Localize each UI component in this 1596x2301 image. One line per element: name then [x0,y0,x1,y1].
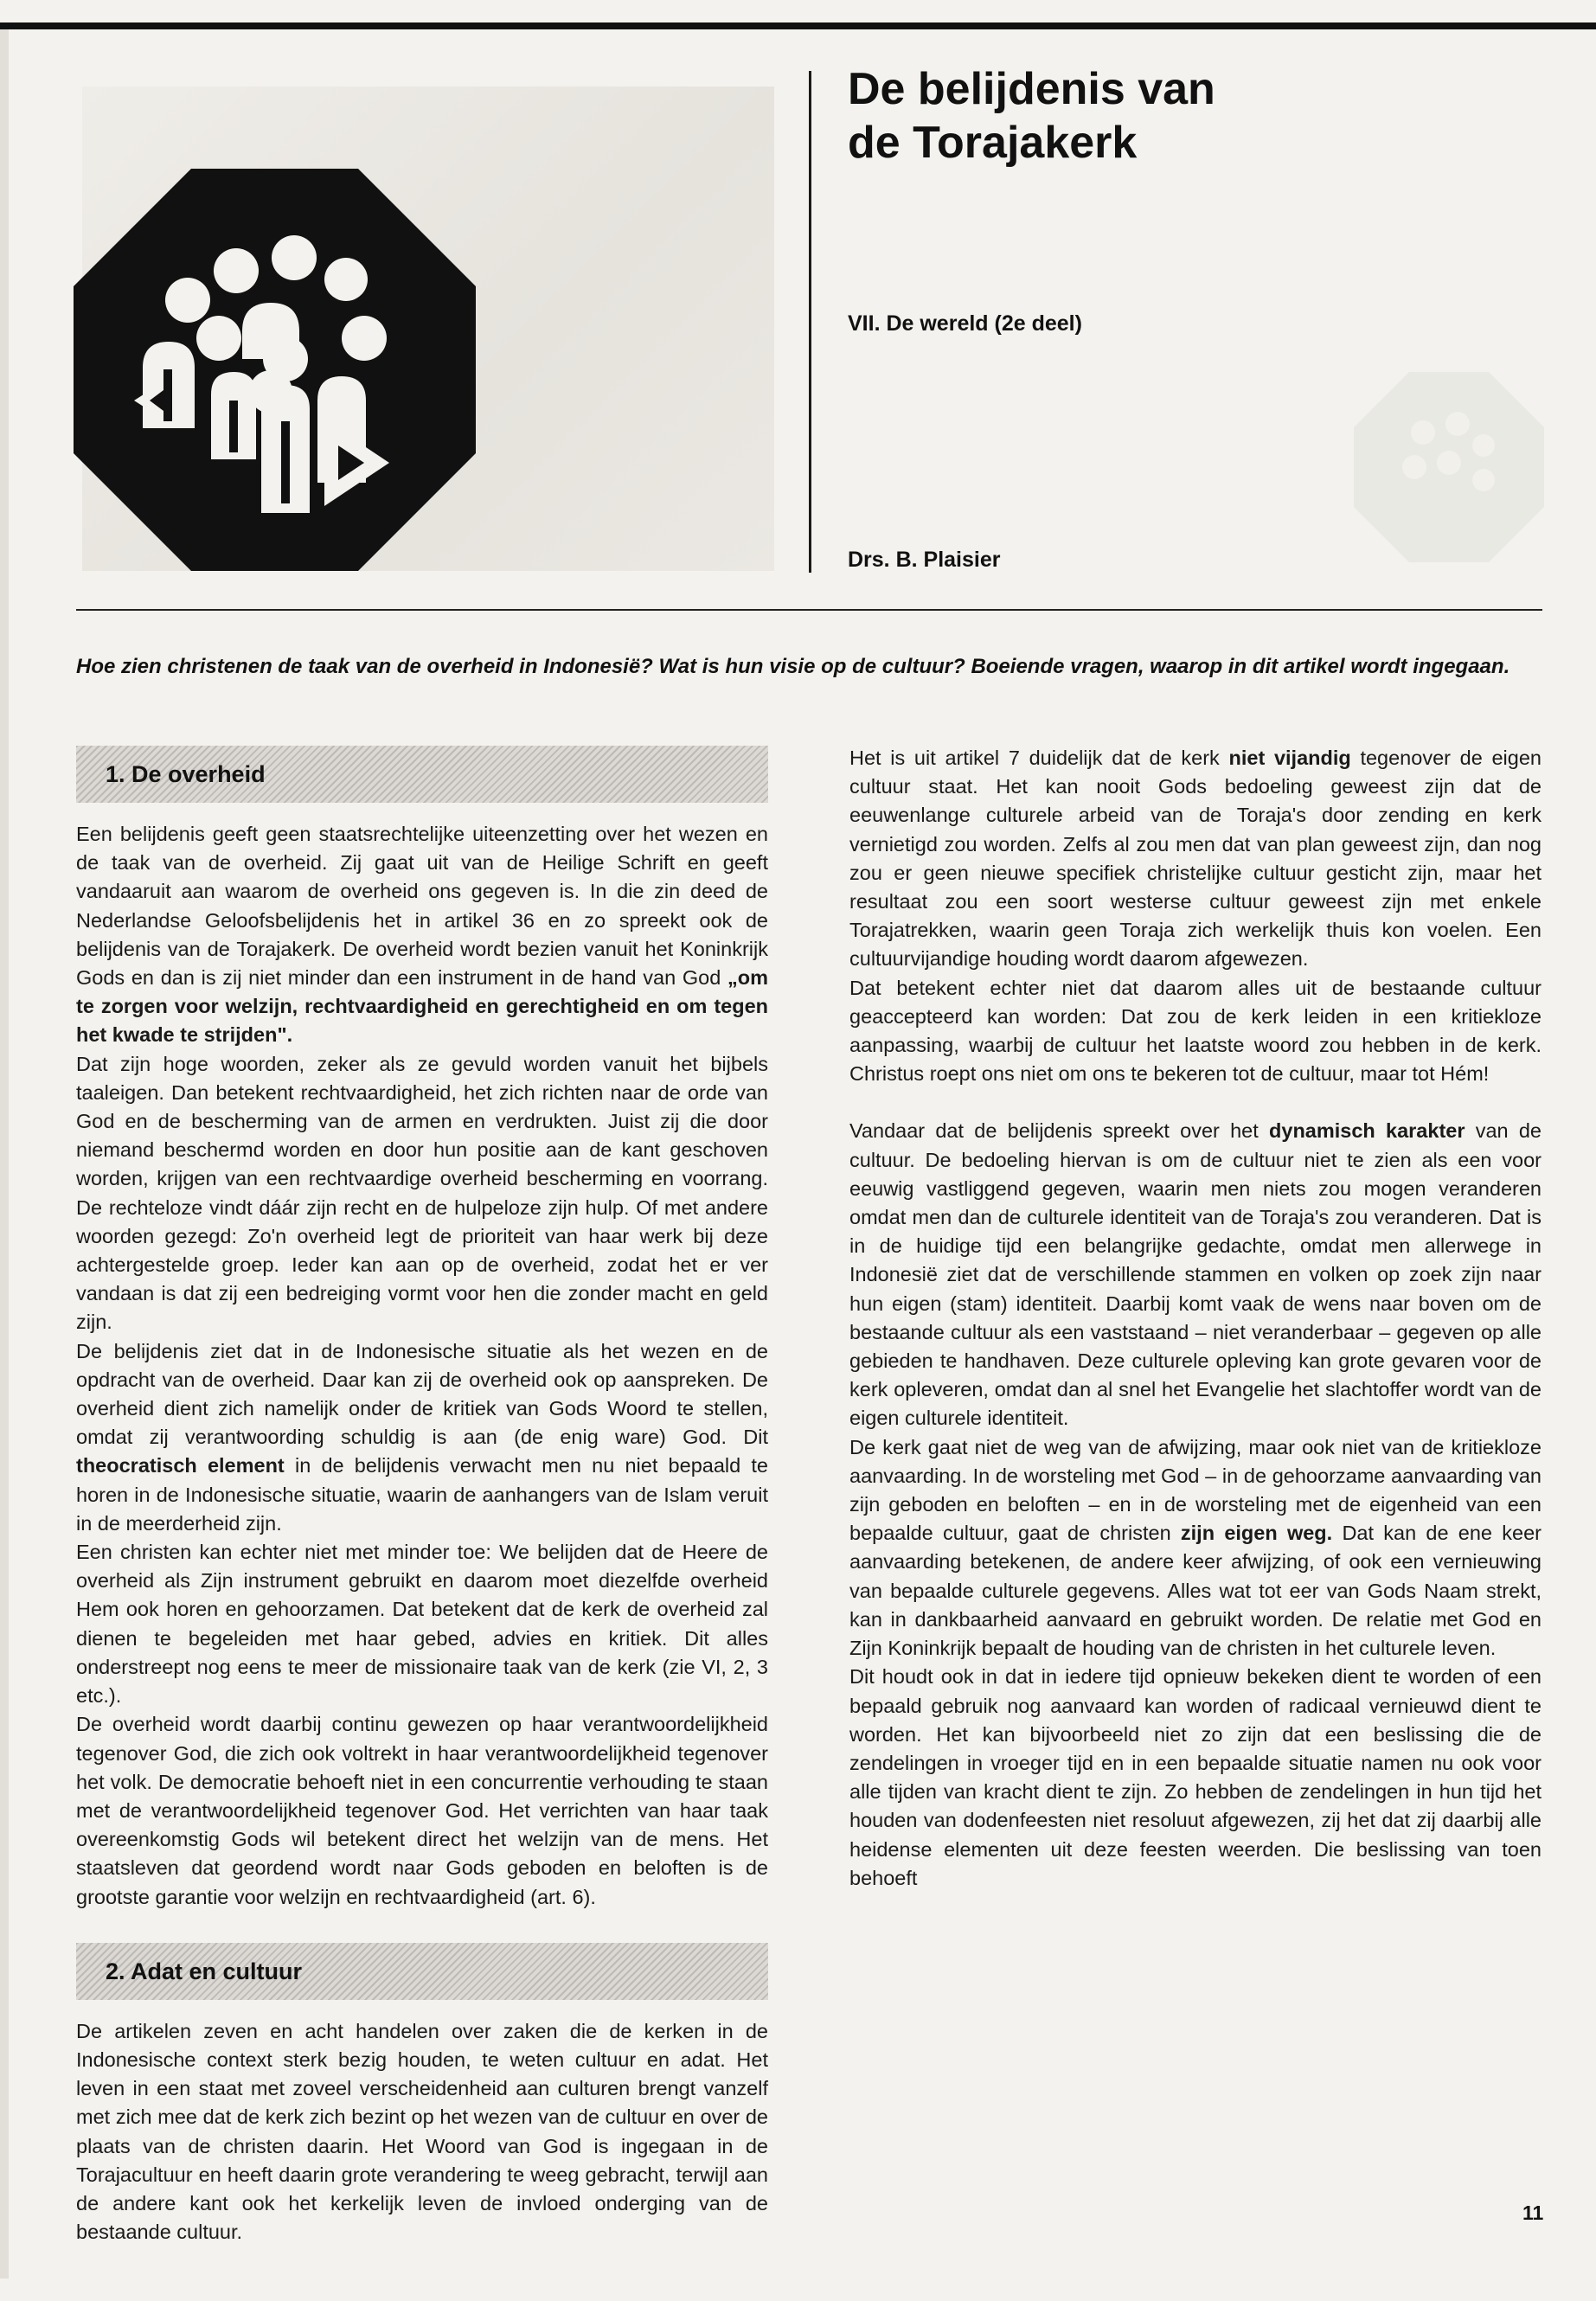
bold-phrase: theocratisch element [76,1454,285,1477]
paragraph: Een belijdenis geeft geen staatsrechtelijke uiteenzetting over het wezen en de taak van de overheid. Zij gaat uit van de Heilige Schrift en geeft vandaaruit aan waarom de overheid ons gegeven is. In die zin deed de Nederlandse Geloofsbelijdenis het in artikel 36 en zo spreekt ook de belijdenis van de Torajakerk. De overheid wordt bezien vanuit het Koninkrijk Gods en dan is zij niet minder dan een instrument in de hand van God „om te zorgen voor welzijn, rechtvaardigheid en gerechtigheid en om tegen het kwade te strijden". [76,823,768,1047]
page-edge-shadow [0,29,9,2279]
faded-watermark-logo-icon [1354,372,1544,562]
article-author: Drs. B. Plaisier [848,548,1001,572]
paragraph: De belijdenis ziet dat in de Indonesische situatie als het wezen en de opdracht van de overheid. Daar kan zij de overheid ook op aanspreken. De overheid dient zich namelijk onder de kritiek van Gods Woord te stellen, omdat zij verantwoording schuldig is aan (de enig ware) God. Dit theocratisch element in de belijdenis verwacht men nu niet bepaald te horen in de Indonesische situatie, waarin de aanhangers van de Islam veruit in de meerderheid zijn. [76,1339,768,1535]
article-title: De belijdenis van de Torajakerk [848,64,1215,168]
article-intro: Hoe zien christenen de taak van de overheid in Indonesië? Wat is hun visie op de cultuur? Boeiende vragen, waarop in dit artikel wordt ingegaan. [76,655,1510,678]
page-number: 11 [1522,2202,1544,2224]
paragraph: Vandaar dat de belijdenis spreekt over het dynamisch karakter van de cultuur. De bedoeling hiervan is om de cultuur niet te zien als een voor eeuwig vastliggend gegeven, waarin men niets zou mogen veranderen omdat men dan de culturele identiteit van de Toraja's zou veranderen. Dat is in de huidige tijd een belangrijke gedachte, omdat men allerwege in Indonesië ziet dat de verschillende stammen en volken op zoek zijn naar hun eigen (stam) identiteit. Daarbij komt vaak de wens naar boven om de bestaande cultuur als een vaststaand – niet veranderbaar – gegeven op alle gebieden te handhaven. Deze culturele opleving kan grote gevaren voor de kerk opleveren, omdat dan al snel het Evangelie het slachtoffer wordt van de eigen culturele identiteit. [849,1119,1542,1430]
paragraph: De overheid wordt daarbij continu gewezen op haar verantwoordelijkheid tegenover God, die zich ook voltrekt in haar verantwoordelijkheid tegenover het volk. De democratie behoeft niet in een concurrentie verhouding te staan met de verantwoordelijkheid tegenover God. Het verrichten van haar taak overeenkomstig Gods wil betekent direct het welzijn van de mens. Het staatsleven dat geordend wordt naar Gods geboden en beloften is de grootste garantie voor welzijn en rechtvaardigheid (art. 6). [76,1713,768,1908]
bold-phrase: dynamisch karakter [1269,1119,1465,1143]
bold-phrase: zijn eigen weg. [1180,1522,1333,1545]
section-heading-overheid: 1. De overheid [76,746,768,803]
paragraph: Een christen kan echter niet met minder toe: We belijden dat de Heere de overheid als Zijn instrument gebruikt en daarom moet diezelfde overheid Hem ook horen en gehoorzamen. Dat betekent dat de kerk de overheid zal dienen te begeleiden met haar gebed, advies en kritiek. Dit alles onderstreept nog eens te meer de missionaire taak van de kerk (zie VI, 2, 3 etc.). [76,1541,768,1708]
paragraph: De artikelen zeven en acht handelen over zaken die de kerken in de Indonesische context sterk bezig houden, te weten cultuur en adat. Het leven in een staat met zoveel verscheidenheid aan culturen brengt vanzelf met zich mee dat de kerk zich bezint op het wezen van de cultuur en over de plaats van de christen daarin. Het Woord van God is ingegaan in de Torajacultuur en heeft daarin grote verandering te weeg gebracht, terwijl aan de andere kant ook het kerkelijk leven de invloed onderging van de bestaande cultuur. [76,2019,768,2244]
paragraph: Het is uit artikel 7 duidelijk dat de kerk niet vijandig tegenover de eigen cultuur staat. Het kan nooit Gods bedoeling geweest zijn dat de eeuwenlange culturele arbeid van de Toraja's door zending en kerk vernietigd zou worden. Zelfs al zou men dat van plan geweest zijn, dan nog zou er geen nieuwe specifiek christelijke cultuur gesticht zijn, maar het resultaat zou een soort westerse cultuur geweest zijn met enkele Torajatrekken, waarin geen Toraja zich werkelijk thuis kon voelen. Een cultuurvijandige houding wordt daarom afgewezen. [849,747,1542,971]
header-vertical-rule [809,71,811,573]
header-horizontal-rule [76,609,1542,611]
bold-phrase: niet vijandig [1228,747,1351,769]
section-heading-adat-cultuur: 2. Adat en cultuur [76,1943,768,2000]
paragraph: De kerk gaat niet de weg van de afwijzing, maar ook niet van de kritiekloze aanvaarding. In de worsteling met God – in de gehoorzame aanvaarding van zijn geboden en beloften – en in de worsteling met de eigenheid van een bepaalde cultuur, gaat de christen zijn eigen weg. Dat kan de ene keer aanvaarding betekenen, de andere keer afwijzing, of ook een vernieuwing van bepaalde culturele gegevens. Alles wat tot eer van Gods Naam strekt, kan in dankbaarheid aanvaard en gebruikt worden. De relatie met God en Zijn Koninkrijk bepaalt de houding van de christen in het culturele leven. [849,1435,1542,1660]
top-border-rule [0,22,1596,29]
paragraph: Dat betekent echter niet dat daarom alles uit de bestaande cultuur geaccepteerd kan worden: Dat zou de kerk leiden in een kritiekloze aanpassing, waarbij de cultuur het laatste woord zou hebben in de kerk. Christus roept ons niet om ons te bekeren tot de cultuur, maar tot Hém! [849,976,1542,1086]
column-left [76,746,768,2247]
paragraph: Dat zijn hoge woorden, zeker als ze gevuld worden vanuit het bijbels taaleigen. Dan betekent rechtvaardigheid, het zich richten naar de orde van God en de bescherming van de armen en verdrukten. Juist zij die door niemand beschermd worden en door hun positie aan de kant geschoven worden, krijgen van een rechtvaardige overheid bescherming en voorrang. De rechteloze vindt dáár zijn recht en de hulpeloze zijn hulp. Of met andere woorden gezegd: Zo'n overheid legt de prioriteit van haar werk bij deze achtergestelde groep. Ieder kan aan op de overheid, zodat het er ver vandaan is dat zij een bedreiging vormt voor hen die zonder macht en geld zijn. [76,1052,768,1334]
bold-phrase: „om te zorgen voor welzijn, rechtvaardigheid en gerechtigheid en om tegen het kwade te strijden". [76,966,768,1047]
column-right [849,744,1542,1893]
paragraph: Dit houdt ook in dat in iedere tijd opnieuw bekeken dient te worden of een bepaald gebruik nog aanvaard kan worden of radicaal vernieuwd dient te worden. Het kan bijvoorbeeld niet zo zijn dat een beslissing die de zendelingen in vroeger tijd en in een bepaalde situatie namen nu ook voor alle tijden van kracht dient te zijn. Zo hebben de zendelingen in hun tijd het houden van dodenfeesten niet resoluut afgewezen, zij het dat zij daarbij alle heidense elementen uit deze feesten weerden. Die beslissing van toen behoeft [849,1665,1542,1889]
article-subtitle: VII. De wereld (2e deel) [848,311,1082,336]
octagon-people-logo-icon [74,169,476,571]
